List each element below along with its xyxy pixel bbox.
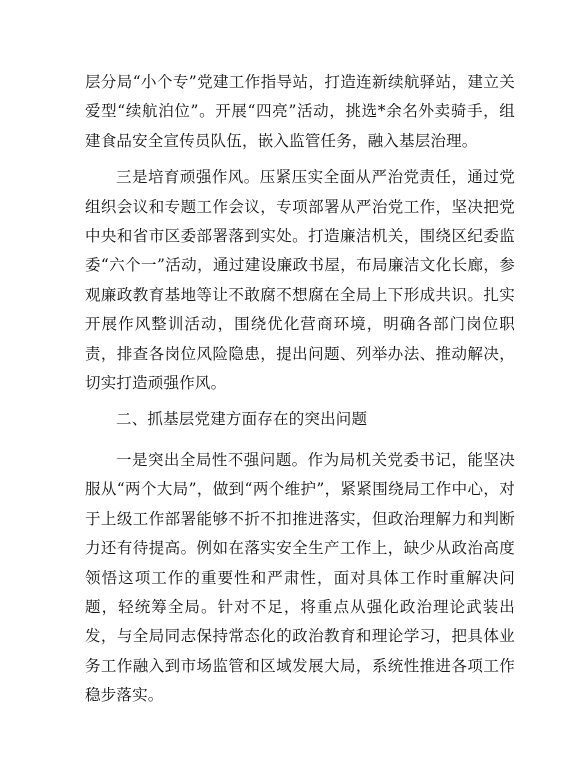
paragraph-section-three: 三是培育顽强作风。压紧压实全面从严治党责任，通过党组织会议和专题工作会议，专项部署从严治党工作，坚决把党中央和省市区委部署落到实处。打造廉洁机关，围绕区纪委监委“六个一”活动，通过建设廉政书屋，布局廉洁文化长廊，参观廉政教育基地等让不敢腐不想腐在全局上下形成共识。扎实开展作风整训活动，围绕优化营商环境，明确各部门岗位职责，排查各岗位风险隐患，提出问题、列举办法、推动解决，切实打造顽强作风。 bbox=[85, 168, 515, 393]
section-heading: 二、抓基层党建方面存在的突出问题 bbox=[116, 410, 368, 429]
document-body bbox=[85, 68, 515, 718]
paragraph-problem-one: 一是突出全局性不强问题。作为局机关党委书记，能坚决服从“两个大局”，做到“两个维护”，紧紧围绕局工作中心，对于上级工作部署能够不折不扣推进落实，但政治理解力和判断力还有待提高。例如在落实安全生产工作上，缺少从政治高度领悟这项工作的重要性和严肃性，面对具体工作时重解决问题，轻统筹全局。针对不足，将重点从强化政治理论武装出发，与全局同志保持常态化的政治教育和理论学习，把具体业务工作融入到市场监管和区域发展大局，系统性推进各项工作稳步落实。 bbox=[85, 450, 515, 705]
paragraph-continuation: 层分局“小个专”党建工作指导站，打造连新续航驿站，建立关爱型“续航泊位”。开展“四亮”活动，挑选*余名外卖骑手，组建食品安全宣传员队伍，嵌入监管任务，融入基层治理。 bbox=[85, 73, 515, 150]
